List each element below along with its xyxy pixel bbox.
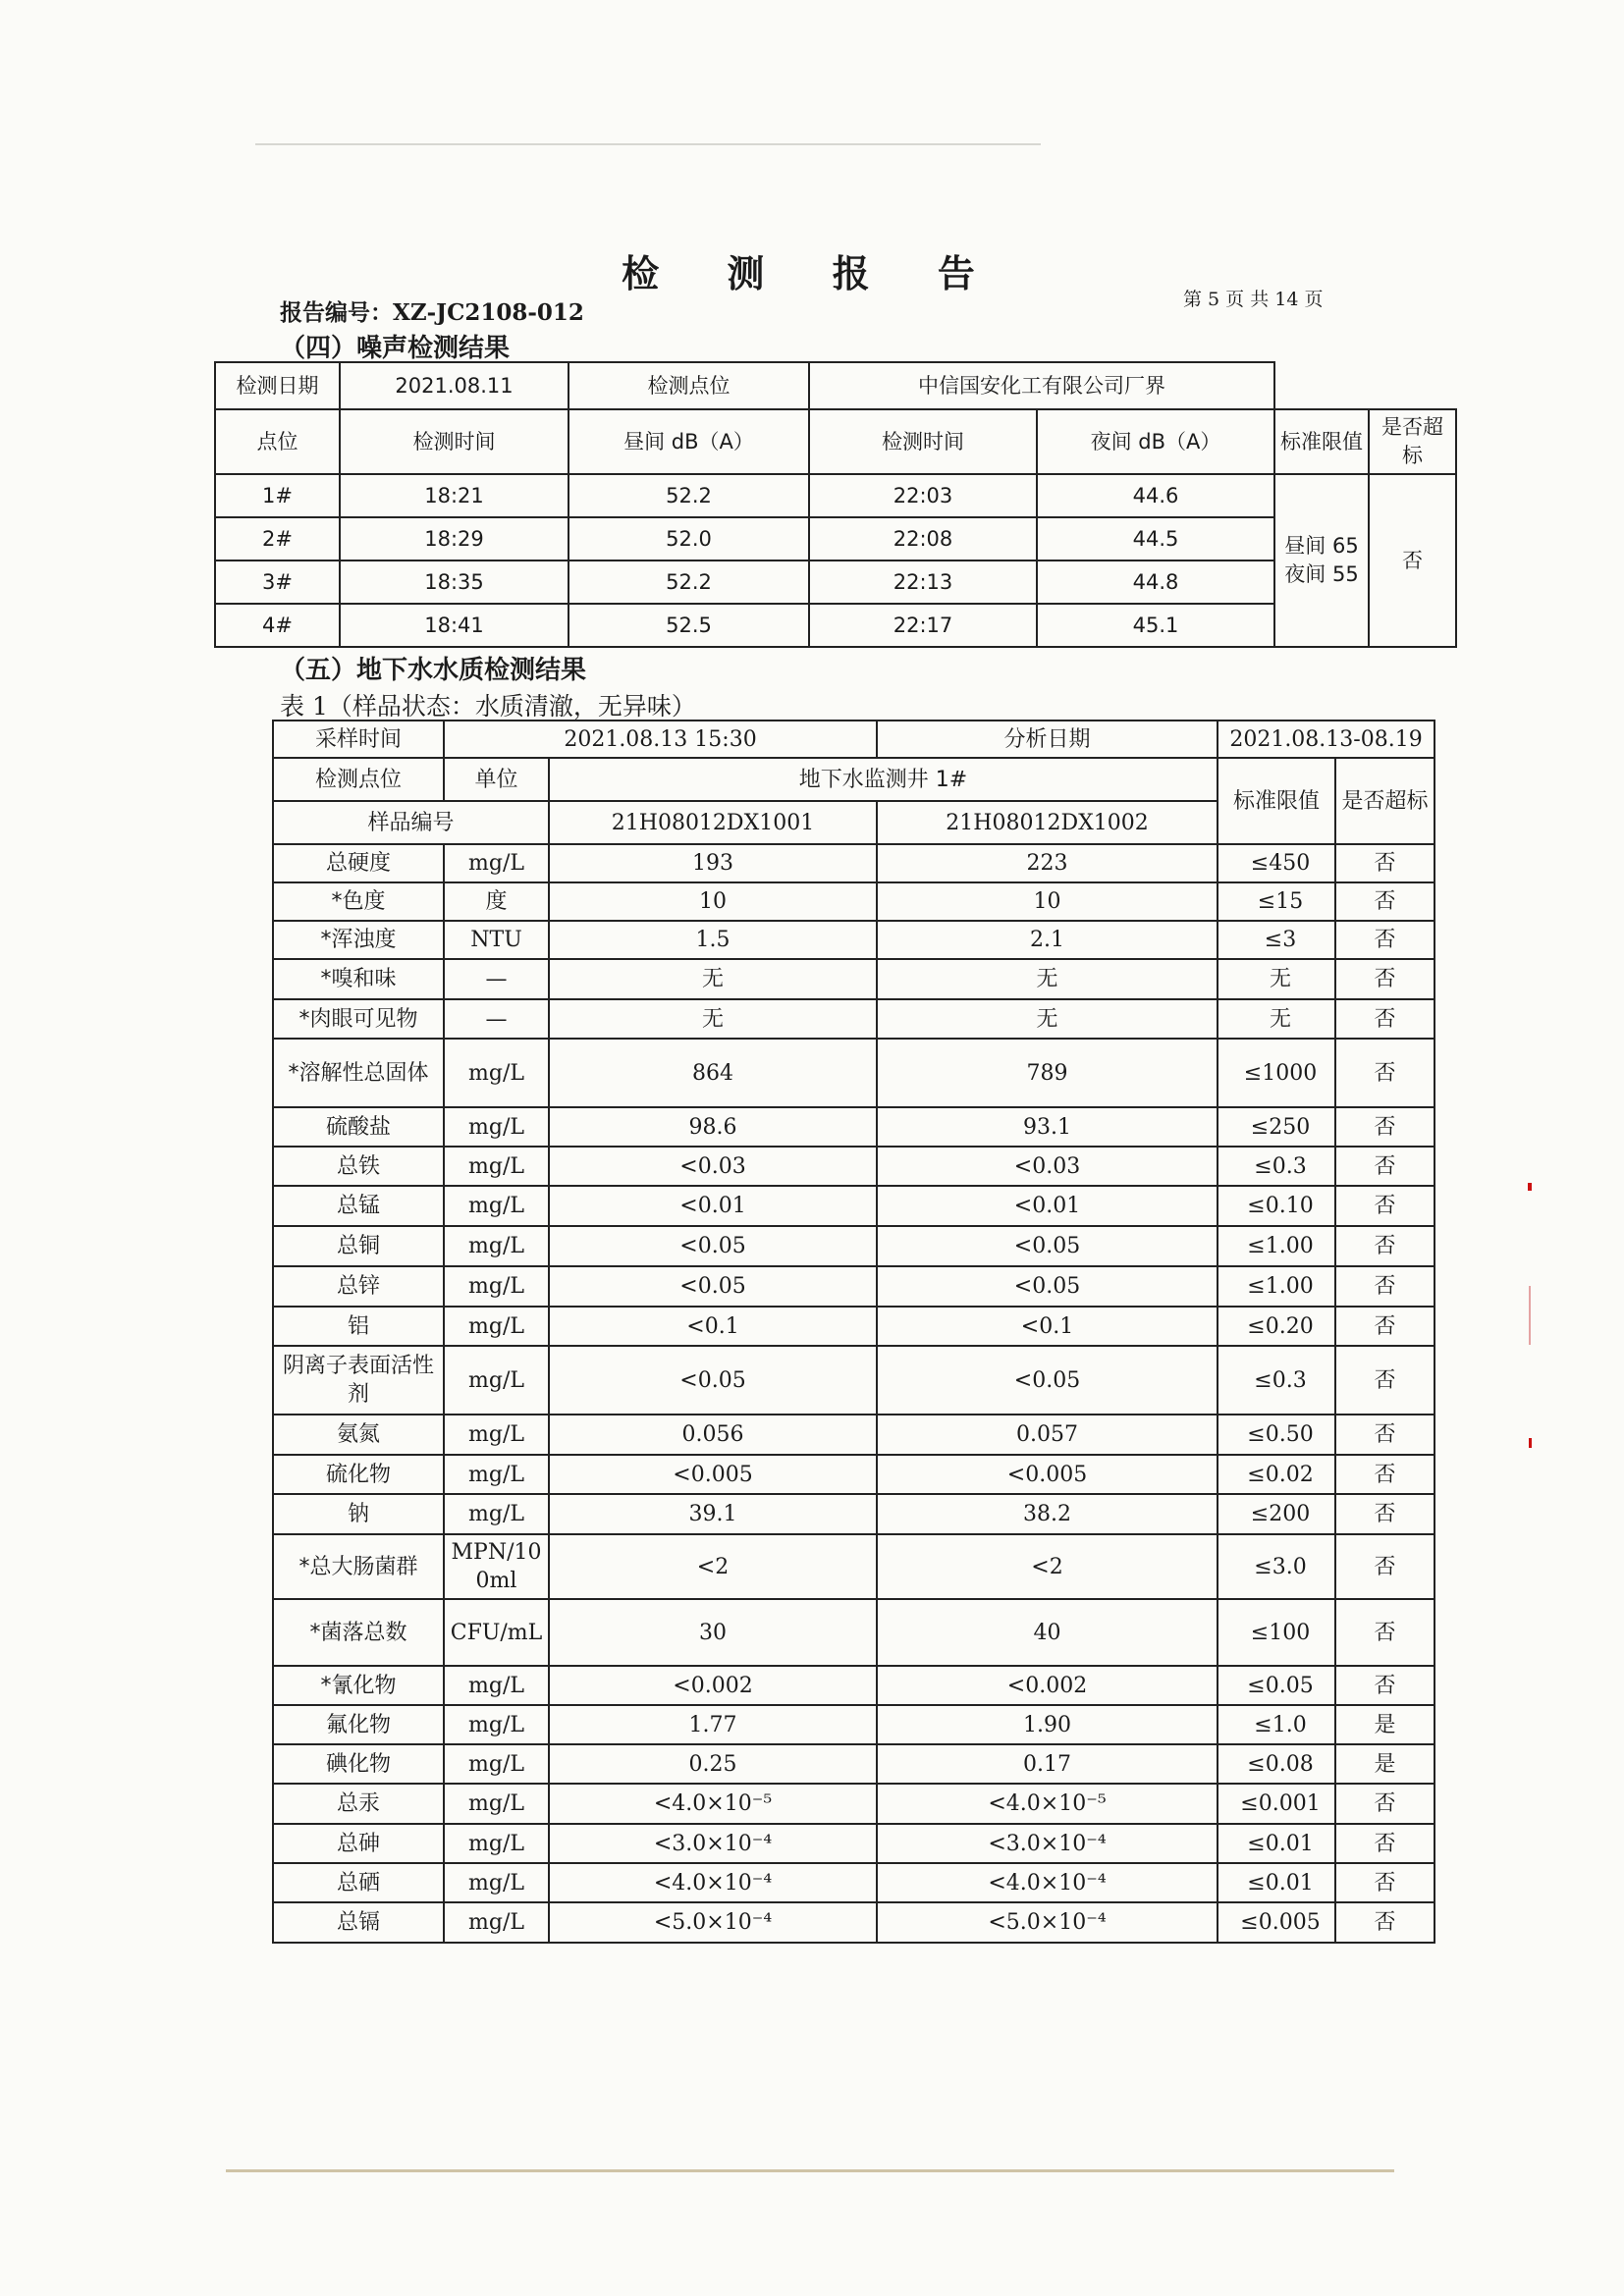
exceed-flag: 否: [1335, 1534, 1435, 1599]
param-unit: mg/L: [444, 1107, 549, 1147]
noise-standard-day: 昼间 65: [1284, 534, 1359, 558]
value-sample-1: 0.25: [549, 1744, 877, 1784]
param-name: *总大肠菌群: [273, 1534, 444, 1599]
noise-day-db-label: 昼间 dB（A）: [568, 409, 809, 474]
sampling-time-label: 采样时间: [273, 721, 444, 758]
param-name: 阴离子表面活性剂: [273, 1346, 444, 1415]
param-name: 总铜: [273, 1226, 444, 1266]
water-row: [273, 1147, 1435, 1186]
noise-header-blank: [1274, 362, 1456, 409]
sample-no-1: 21H08012DX1001: [549, 801, 877, 844]
value-sample-2: <0.1: [877, 1307, 1218, 1346]
water-row: [273, 1863, 1435, 1902]
value-sample-2: <0.01: [877, 1186, 1218, 1226]
param-name: *浑浊度: [273, 921, 444, 959]
exceed-flag: 否: [1335, 959, 1435, 999]
water-row: [273, 1039, 1435, 1107]
sample-no-label: 样品编号: [273, 801, 549, 844]
value-sample-1: 864: [549, 1039, 877, 1107]
noise-day-time: 18:41: [340, 604, 568, 647]
param-name: *菌落总数: [273, 1599, 444, 1666]
param-name: *嗅和味: [273, 959, 444, 999]
param-name: 总硬度: [273, 844, 444, 882]
param-unit: mg/L: [444, 1266, 549, 1307]
value-sample-1: <2: [549, 1534, 877, 1599]
standard-limit: ≤0.01: [1218, 1824, 1335, 1863]
param-name: *色度: [273, 882, 444, 921]
value-sample-1: 无: [549, 959, 877, 999]
scan-artifact-bottom: [226, 2169, 1394, 2172]
value-sample-1: <0.01: [549, 1186, 877, 1226]
value-sample-2: <4.0×10⁻⁴: [877, 1863, 1218, 1902]
noise-location-value: 中信国安化工有限公司厂界: [809, 362, 1274, 409]
standard-limit: ≤0.20: [1218, 1307, 1335, 1346]
value-sample-1: <0.03: [549, 1147, 877, 1186]
standard-limit: ≤200: [1218, 1494, 1335, 1534]
value-sample-2: <3.0×10⁻⁴: [877, 1824, 1218, 1863]
noise-night-time: 22:03: [809, 474, 1037, 517]
param-name: 总砷: [273, 1824, 444, 1863]
noise-day-time: 18:35: [340, 561, 568, 604]
red-ink-mark: [1529, 1286, 1531, 1345]
water-quality-table: [272, 720, 1435, 1944]
value-sample-2: <4.0×10⁻⁵: [877, 1784, 1218, 1824]
noise-day-db: 52.0: [568, 517, 809, 561]
param-unit: mg/L: [444, 1307, 549, 1346]
param-unit: —: [444, 959, 549, 999]
noise-location-label: 检测点位: [568, 362, 809, 409]
value-sample-2: 38.2: [877, 1494, 1218, 1534]
value-sample-1: 98.6: [549, 1107, 877, 1147]
water-row: [273, 1744, 1435, 1784]
noise-date-label: 检测日期: [215, 362, 340, 409]
water-row: [273, 1186, 1435, 1226]
standard-limit: ≤15: [1218, 882, 1335, 921]
exceed-flag: 否: [1335, 1226, 1435, 1266]
water-row: [273, 999, 1435, 1039]
value-sample-1: <0.05: [549, 1226, 877, 1266]
water-location-value: 地下水监测井 1#: [549, 758, 1218, 801]
report-number: 报告编号：XZ-JC2108-012: [280, 299, 584, 326]
standard-limit: ≤100: [1218, 1599, 1335, 1666]
param-name: 总汞: [273, 1784, 444, 1824]
value-sample-1: 0.056: [549, 1415, 877, 1455]
document-title: 检 测 报 告: [622, 251, 1002, 295]
value-sample-2: 93.1: [877, 1107, 1218, 1147]
exceed-flag: 是: [1335, 1744, 1435, 1784]
noise-day-db: 52.2: [568, 561, 809, 604]
noise-exceed-value: 否: [1369, 474, 1456, 647]
water-row: [273, 844, 1435, 882]
exceed-flag: 否: [1335, 1863, 1435, 1902]
noise-results-table: [214, 361, 1457, 648]
standard-limit: ≤250: [1218, 1107, 1335, 1147]
noise-exceed-label: 是否超标: [1369, 409, 1456, 474]
value-sample-2: <0.05: [877, 1346, 1218, 1415]
exceed-flag: 否: [1335, 1666, 1435, 1705]
page-indicator: 第 5 页 共 14 页: [1183, 289, 1324, 310]
exceed-flag: 否: [1335, 1307, 1435, 1346]
value-sample-2: 0.17: [877, 1744, 1218, 1784]
noise-day-time: 18:21: [340, 474, 568, 517]
exceed-flag: 否: [1335, 1266, 1435, 1307]
param-unit: mg/L: [444, 1666, 549, 1705]
value-sample-1: <0.1: [549, 1307, 877, 1346]
exceed-flag: 否: [1335, 1346, 1435, 1415]
param-unit: NTU: [444, 921, 549, 959]
red-ink-mark: [1529, 1438, 1532, 1448]
param-unit: mg/L: [444, 1744, 549, 1784]
value-sample-1: <0.002: [549, 1666, 877, 1705]
standard-limit: ≤0.01: [1218, 1863, 1335, 1902]
standard-limit: ≤0.08: [1218, 1744, 1335, 1784]
noise-night-time: 22:17: [809, 604, 1037, 647]
water-row: [273, 1666, 1435, 1705]
standard-limit: ≤1.00: [1218, 1266, 1335, 1307]
exceed-flag: 否: [1335, 1784, 1435, 1824]
noise-standard-night: 夜间 55: [1284, 562, 1359, 586]
water-exceed-label: 是否超标: [1335, 758, 1435, 844]
standard-limit: ≤3: [1218, 921, 1335, 959]
water-row: [273, 1226, 1435, 1266]
water-row: [273, 1307, 1435, 1346]
standard-limit: ≤0.02: [1218, 1455, 1335, 1494]
value-sample-1: 无: [549, 999, 877, 1039]
water-row: [273, 1266, 1435, 1307]
param-name: 总镉: [273, 1902, 444, 1943]
water-row: [273, 1494, 1435, 1534]
param-unit: mg/L: [444, 1226, 549, 1266]
scan-artifact-top: [255, 143, 1041, 145]
water-row: [273, 1346, 1435, 1415]
value-sample-2: 0.057: [877, 1415, 1218, 1455]
param-unit: mg/L: [444, 1902, 549, 1943]
standard-limit: ≤0.50: [1218, 1415, 1335, 1455]
noise-day-time: 18:29: [340, 517, 568, 561]
standard-limit: ≤0.3: [1218, 1346, 1335, 1415]
exceed-flag: 否: [1335, 1147, 1435, 1186]
exceed-flag: 否: [1335, 844, 1435, 882]
red-ink-mark: [1528, 1183, 1532, 1191]
sample-no-2: 21H08012DX1002: [877, 801, 1218, 844]
value-sample-1: <5.0×10⁻⁴: [549, 1902, 877, 1943]
exceed-flag: 否: [1335, 1824, 1435, 1863]
param-name: 氨氮: [273, 1415, 444, 1455]
noise-night-db: 44.5: [1037, 517, 1274, 561]
sampling-time-value: 2021.08.13 15:30: [444, 721, 877, 758]
standard-limit: ≤1000: [1218, 1039, 1335, 1107]
standard-limit: ≤0.005: [1218, 1902, 1335, 1943]
noise-night-db-label: 夜间 dB（A）: [1037, 409, 1274, 474]
value-sample-2: 10: [877, 882, 1218, 921]
standard-limit: ≤1.0: [1218, 1705, 1335, 1744]
water-row: [273, 959, 1435, 999]
standard-limit: 无: [1218, 959, 1335, 999]
water-unit-label: 单位: [444, 758, 549, 801]
noise-standard-label: 标准限值: [1274, 409, 1369, 474]
exceed-flag: 否: [1335, 999, 1435, 1039]
water-row: [273, 1455, 1435, 1494]
value-sample-2: <0.005: [877, 1455, 1218, 1494]
noise-night-time-label: 检测时间: [809, 409, 1037, 474]
value-sample-1: <0.05: [549, 1266, 877, 1307]
param-unit: mg/L: [444, 844, 549, 882]
param-unit: CFU/mL: [444, 1599, 549, 1666]
noise-point: 3#: [215, 561, 340, 604]
value-sample-2: <0.05: [877, 1226, 1218, 1266]
noise-night-time: 22:13: [809, 561, 1037, 604]
water-standard-label: 标准限值: [1218, 758, 1335, 844]
value-sample-1: <0.005: [549, 1455, 877, 1494]
param-name: *氰化物: [273, 1666, 444, 1705]
param-unit: mg/L: [444, 1039, 549, 1107]
standard-limit: ≤3.0: [1218, 1534, 1335, 1599]
param-name: *肉眼可见物: [273, 999, 444, 1039]
water-section-title: （五）地下水水质检测结果: [280, 656, 587, 685]
value-sample-2: 789: [877, 1039, 1218, 1107]
value-sample-2: <2: [877, 1534, 1218, 1599]
water-row: [273, 882, 1435, 921]
noise-day-db: 52.5: [568, 604, 809, 647]
param-unit: mg/L: [444, 1494, 549, 1534]
value-sample-1: 193: [549, 844, 877, 882]
exceed-flag: 否: [1335, 1599, 1435, 1666]
noise-night-db: 44.6: [1037, 474, 1274, 517]
param-name: 硫化物: [273, 1455, 444, 1494]
param-name: 碘化物: [273, 1744, 444, 1784]
water-row: [273, 1902, 1435, 1943]
water-location-label: 检测点位: [273, 758, 444, 801]
param-name: 总铁: [273, 1147, 444, 1186]
water-row: [273, 1599, 1435, 1666]
param-unit: mg/L: [444, 1863, 549, 1902]
value-sample-2: <0.05: [877, 1266, 1218, 1307]
value-sample-1: 1.5: [549, 921, 877, 959]
param-unit: mg/L: [444, 1415, 549, 1455]
param-unit: mg/L: [444, 1455, 549, 1494]
value-sample-2: 1.90: [877, 1705, 1218, 1744]
value-sample-2: 2.1: [877, 921, 1218, 959]
exceed-flag: 否: [1335, 1415, 1435, 1455]
noise-point: 4#: [215, 604, 340, 647]
exceed-flag: 否: [1335, 1039, 1435, 1107]
param-name: 钠: [273, 1494, 444, 1534]
water-row: [273, 1107, 1435, 1147]
param-name: 铝: [273, 1307, 444, 1346]
water-row: [273, 1415, 1435, 1455]
standard-limit: ≤0.05: [1218, 1666, 1335, 1705]
exceed-flag: 否: [1335, 921, 1435, 959]
value-sample-1: <3.0×10⁻⁴: [549, 1824, 877, 1863]
param-unit: —: [444, 999, 549, 1039]
param-unit: 度: [444, 882, 549, 921]
noise-night-time: 22:08: [809, 517, 1037, 561]
value-sample-2: <0.002: [877, 1666, 1218, 1705]
value-sample-1: 30: [549, 1599, 877, 1666]
water-row: [273, 1784, 1435, 1824]
standard-limit: ≤1.00: [1218, 1226, 1335, 1266]
noise-night-db: 45.1: [1037, 604, 1274, 647]
exceed-flag: 否: [1335, 1455, 1435, 1494]
param-name: 氟化物: [273, 1705, 444, 1744]
noise-night-db: 44.8: [1037, 561, 1274, 604]
param-unit: mg/L: [444, 1784, 549, 1824]
value-sample-1: 1.77: [549, 1705, 877, 1744]
standard-limit: ≤450: [1218, 844, 1335, 882]
water-row: [273, 1824, 1435, 1863]
param-unit: mg/L: [444, 1824, 549, 1863]
value-sample-2: 223: [877, 844, 1218, 882]
param-name: 总锌: [273, 1266, 444, 1307]
value-sample-1: <4.0×10⁻⁵: [549, 1784, 877, 1824]
param-name: 总硒: [273, 1863, 444, 1902]
noise-point: 1#: [215, 474, 340, 517]
noise-point: 2#: [215, 517, 340, 561]
param-unit: mg/L: [444, 1147, 549, 1186]
water-row: [273, 1705, 1435, 1744]
value-sample-1: <4.0×10⁻⁴: [549, 1863, 877, 1902]
param-name: 总锰: [273, 1186, 444, 1226]
noise-day-db: 52.2: [568, 474, 809, 517]
standard-limit: ≤0.3: [1218, 1147, 1335, 1186]
noise-section-title: （四）噪声检测结果: [280, 334, 511, 363]
value-sample-1: 39.1: [549, 1494, 877, 1534]
value-sample-2: 40: [877, 1599, 1218, 1666]
value-sample-2: <5.0×10⁻⁴: [877, 1902, 1218, 1943]
value-sample-2: 无: [877, 999, 1218, 1039]
standard-limit: ≤0.001: [1218, 1784, 1335, 1824]
noise-day-time-label: 检测时间: [340, 409, 568, 474]
exceed-flag: 否: [1335, 1107, 1435, 1147]
exceed-flag: 否: [1335, 1494, 1435, 1534]
standard-limit: 无: [1218, 999, 1335, 1039]
value-sample-2: <0.03: [877, 1147, 1218, 1186]
water-row: [273, 921, 1435, 959]
exceed-flag: 是: [1335, 1705, 1435, 1744]
param-unit: mg/L: [444, 1705, 549, 1744]
value-sample-2: 无: [877, 959, 1218, 999]
noise-date-value: 2021.08.11: [340, 362, 568, 409]
param-unit: MPN/100ml: [444, 1534, 549, 1599]
analysis-date-value: 2021.08.13-08.19: [1218, 721, 1435, 758]
standard-limit: ≤0.10: [1218, 1186, 1335, 1226]
exceed-flag: 否: [1335, 882, 1435, 921]
param-unit: mg/L: [444, 1186, 549, 1226]
water-table-note: 表 1（样品状态：水质清澈，无异味）: [280, 692, 696, 721]
noise-standard-value: [1274, 474, 1369, 647]
value-sample-1: <0.05: [549, 1346, 877, 1415]
analysis-date-label: 分析日期: [877, 721, 1218, 758]
exceed-flag: 否: [1335, 1902, 1435, 1943]
water-row: [273, 1534, 1435, 1599]
param-name: *溶解性总固体: [273, 1039, 444, 1107]
exceed-flag: 否: [1335, 1186, 1435, 1226]
param-name: 硫酸盐: [273, 1107, 444, 1147]
param-unit: mg/L: [444, 1346, 549, 1415]
noise-point-label: 点位: [215, 409, 340, 474]
value-sample-1: 10: [549, 882, 877, 921]
